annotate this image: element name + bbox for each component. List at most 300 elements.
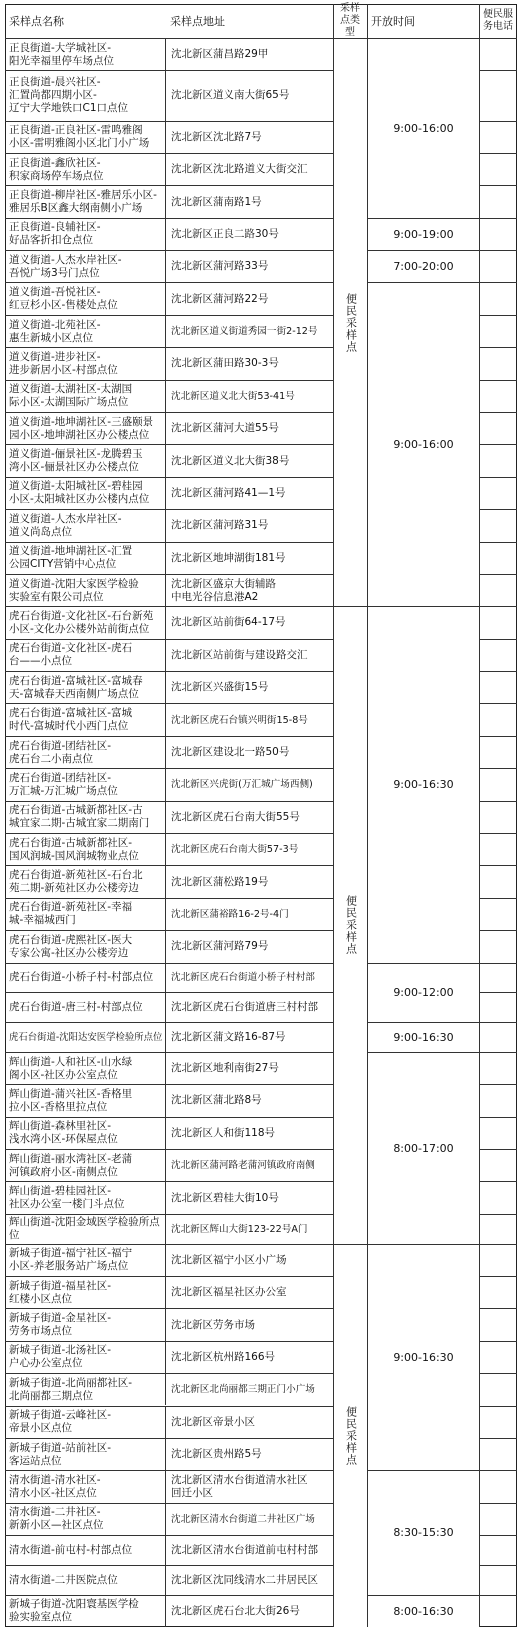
name-line: 虎石台街道-沈阳达安医学检验所点位 [9,1031,163,1043]
name-line: 专家公寓-社区办公楼旁边 [9,946,129,959]
name-line: 虎石台街道-新苑社区-石台北 [9,869,143,882]
sampling-point-address [165,899,333,930]
address-line: 沈北新区地利南街27号 [171,1062,279,1075]
address-line: 沈北新区虎石台北大街26号 [171,1604,300,1617]
name-line: 虎石台街道-古城新都社区- [9,836,133,849]
phone-cell [479,154,517,185]
phone-cell [479,71,517,120]
name-line: 道义街道-地坤湖社区-汇置 [9,545,133,558]
address-line: 沈北新区道义北大街38号 [171,454,290,467]
sampling-point-address [165,1536,333,1565]
hours-cell: 9:00-16:00 [368,38,479,218]
sampling-point-name [5,993,165,1022]
phone-cell [479,251,517,282]
name-line: 新城子街道-金星社区- [9,1312,112,1325]
phone-cell [479,219,517,250]
sampling-point-name [5,769,165,800]
name-line: 虎石台街道-新苑社区-幸福 [9,901,133,914]
address-line: 沈北新区建设北一路50号 [171,746,290,759]
sampling-point-name [5,1504,165,1535]
header-hours: 开放时间 [371,15,415,28]
phone-cell [479,1504,517,1535]
address-line: 沈北新区清水台街道二井社区广场 [171,1513,315,1525]
address-line: 沈北新区蒲河路31号 [171,519,269,532]
name-line: 辉山街道-蒲兴社区-香格里 [9,1087,133,1100]
name-line: 虎石台街道-唐三村-村部点位 [9,1001,143,1014]
phone-cell [479,413,517,444]
name-line: 城宜家二期-古城宜家二期南门 [9,817,150,830]
name-line: 道义街道-沈阳大家医学检验 [9,577,139,590]
sampling-point-name [5,1374,165,1405]
phone-cell [479,445,517,476]
address-line: 沈北新区贵州路5号 [171,1448,262,1461]
name-line: 红楼小区点位 [9,1292,72,1305]
address-line: 沈北新区蒲裕路16-2号-4门 [171,908,289,920]
hours-cell: 8:00-17:00 [368,1052,479,1244]
name-line: 社区办公室一楼门斗点位 [9,1198,125,1211]
sampling-point-name [5,1342,165,1373]
name-line: 道义街道-人杰水岸社区- [9,253,122,266]
sampling-point-address [165,704,333,735]
sampling-point-name [5,1245,165,1276]
sampling-point-address [165,672,333,703]
sampling-point-address [165,71,333,120]
sampling-point-address [165,348,333,379]
sampling-point-address [165,1596,333,1627]
name-line: 道义街道-俪景社区-龙腾碧玉 [9,448,143,461]
name-line: 湾小区-俪景社区办公楼点位 [9,461,139,474]
name-line: 惠生新城小区点位 [9,331,93,344]
name-line: 拉小区-香格里拉点位 [9,1100,108,1113]
address-line: 沈北新区蒲南路1号 [171,195,262,208]
sampling-point-address [165,445,333,476]
address-line: 沈北新区虎石台街道唐三村村部 [171,1001,318,1014]
name-line: 正良街道-柳岸社区-雅居乐小区- [9,189,157,202]
name-line: 辉山街道-丽水湾社区-老蒲 [9,1152,133,1165]
phone-column-line [479,4,480,1627]
type-cell [334,38,367,606]
sampling-point-address [165,866,333,897]
address-line: 沈北新区北尚丽都三期正门小广场 [171,1384,315,1396]
sampling-point-name [5,1215,165,1244]
address-line: 沈北新区道义南大街65号 [171,89,290,102]
phone-cell [479,1471,517,1502]
name-line: 虎石台街道-文化社区-虎石 [9,642,133,655]
name-line: 正良街道-鑫欣社区- [9,156,101,169]
sampling-point-name [5,445,165,476]
address-line: 沈北新区蒲田路30-3号 [171,357,279,370]
name-line: 帝景小区点位 [9,1422,72,1435]
sampling-point-address [165,993,333,1022]
sampling-point-address [165,1245,333,1276]
name-line: 辽宁大学地铁口C1口点位 [9,102,129,115]
sampling-point-name [5,1053,165,1084]
sampling-point-address [165,1566,333,1595]
sampling-point-address [165,1150,333,1181]
phone-cell [479,1182,517,1213]
phone-cell [479,640,517,671]
name-line: 清水小区-社区点位 [9,1486,97,1499]
name-line: 清水街道-二井社区- [9,1506,101,1519]
name-line: 阁小区-社区办公室点位 [9,1068,118,1081]
name-line: 公园CITY营销中心点位 [9,558,117,571]
name-line: 清水街道-二井医院点位 [9,1573,118,1586]
hours-left-line [367,4,368,1627]
sampling-point-address [165,1023,333,1052]
name-line: 时代-富城时代小西门点位 [9,720,129,733]
name-line: 辉山街道-碧桂园社区- [9,1185,112,1198]
address-line: 中电光谷信息港A2 [171,590,259,603]
phone-cell [479,1085,517,1116]
address-line: 沈北新区蒲河路22号 [171,292,269,305]
name-line: 北尚丽都三期点位 [9,1389,93,1402]
name-line: 道义街道-进步社区- [9,350,101,363]
sampling-point-name [5,1150,165,1181]
name-line: 辉山街道-森林里社区- [9,1120,112,1133]
address-line: 沈北新区蒲河路老蒲河镇政府南侧 [171,1160,315,1172]
phone-cell [479,834,517,865]
sampling-point-name [5,316,165,347]
name-line: 好品客折扣仓点位 [9,234,93,247]
address-line: 沈北新区虎石台镇兴明街15-8号 [171,714,308,726]
phone-cell [479,607,517,638]
sampling-point-address [165,737,333,768]
name-line: 道义街道-北苑社区- [9,318,101,331]
name-line: 阳光幸福里停车场点位 [9,54,114,67]
name-line: 新城子街道-福星社区- [9,1279,112,1292]
hours-cell: 9:00-16:00 [368,282,479,606]
sampling-point-name [5,575,165,606]
sampling-point-name [5,381,165,412]
name-line: 虎石台街道-小桥子村-村部点位 [9,971,154,984]
sampling-point-name [5,1277,165,1308]
name-line: 汇置尚都四期小区- [9,89,97,102]
sampling-point-address [165,1342,333,1373]
name-line: 辉山街道-人和社区-山水绿 [9,1055,133,1068]
sampling-point-name [5,1407,165,1438]
phone-cell [479,1439,517,1470]
name-line: 新城子街道-福宁社区-福宁 [9,1247,133,1260]
phone-cell [479,1245,517,1276]
name-line: 新城子街道-站前社区- [9,1441,112,1454]
sampling-point-name [5,834,165,865]
phone-cell [479,1023,517,1052]
header-name: 采样点名称 [9,15,64,28]
phone-cell [479,672,517,703]
sampling-point-address [165,802,333,833]
sampling-point-name [5,413,165,444]
address-line: 沈北新区福宁小区小广场 [171,1253,287,1266]
sampling-point-address [165,186,333,217]
name-line: 国风润城-国风润城物业点位 [9,849,139,862]
phone-cell [479,478,517,509]
phone-cell [479,348,517,379]
sampling-point-name [5,737,165,768]
address-line: 沈北新区沈北路道义大街交汇 [171,163,308,176]
name-line: 虎石台街道-虎熙社区-医大 [9,933,133,946]
sampling-point-name [5,283,165,314]
address-line: 沈北新区沈北路7号 [171,130,262,143]
address-line: 沈北新区正良二路30号 [171,227,279,240]
phone-cell [479,316,517,347]
sampling-point-address [165,1471,333,1502]
sampling-point-name [5,1596,165,1627]
sampling-point-address [165,154,333,185]
address-line: 沈北新区虎石台街道小桥子村村部 [171,972,315,984]
phone-cell [479,1536,517,1565]
address-line: 沈北新区清水台街道清水社区 [171,1473,308,1486]
phone-cell [479,381,517,412]
sampling-point-name [5,931,165,962]
sampling-point-name [5,478,165,509]
sampling-point-name [5,672,165,703]
phone-cell [479,1215,517,1244]
address-line: 沈北新区碧桂大街10号 [171,1191,279,1204]
sampling-point-name [5,1182,165,1213]
address-line: 沈北新区人和街118号 [171,1126,276,1139]
sampling-point-name [5,219,165,250]
address-line: 沈北新区道义街道秀园一街2-12号 [171,326,318,338]
sampling-point-address [165,1053,333,1084]
sampling-point-name [5,1309,165,1340]
phone-cell [479,575,517,606]
address-line: 沈北新区地坤湖街181号 [171,551,286,564]
header-type: 采样点类型 [340,3,360,38]
name-line: 河镇政府小区-南侧点位 [9,1165,118,1178]
sampling-point-address [165,510,333,541]
name-line: 户心办公室点位 [9,1357,83,1370]
name-line: 新城子街道-云峰社区- [9,1409,112,1422]
phone-cell [479,993,517,1022]
sampling-point-address [165,478,333,509]
sampling-point-name [5,1023,165,1052]
address-line: 沈北新区杭州路166号 [171,1350,276,1363]
sampling-point-address [165,122,333,153]
hours-cell: 9:00-19:00 [368,218,479,250]
phone-cell [479,122,517,153]
sampling-point-name [5,866,165,897]
hours-cell: 9:00-16:30 [368,1022,479,1052]
name-line: 小区-文化办公楼外站前街点位 [9,622,150,635]
name-line: 新城子街道-北汤社区- [9,1344,112,1357]
sampling-point-address [165,1215,333,1244]
sampling-point-address [165,1504,333,1535]
address-line: 沈北新区蒲河大道55号 [171,422,279,435]
address-line: 沈北新区蒲文路16-87号 [171,1030,286,1043]
name-line: 小区-太阳城社区办公楼内点位 [9,493,150,506]
sampling-point-name [5,543,165,574]
type-label: 便民采样点 [344,1405,358,1466]
address-line: 沈北新区盛京大街辅路 [171,577,276,590]
type-label: 便民采样点 [344,292,358,353]
sampling-point-address [165,381,333,412]
address-line: 沈北新区蒲松路19号 [171,875,269,888]
name-line: 清水街道-前屯村-村部点位 [9,1543,133,1556]
sampling-point-address [165,1182,333,1213]
name-line: 红豆杉小区-售楼处点位 [9,299,118,312]
sampling-points-table [5,4,517,1627]
sampling-point-address [165,251,333,282]
sampling-point-name [5,899,165,930]
name-line: 虎石台街道-古城新都社区-古 [9,804,143,817]
sampling-point-name [5,1471,165,1502]
phone-cell [479,186,517,217]
phone-cell [479,1277,517,1308]
phone-cell [479,1407,517,1438]
sampling-point-address [165,1439,333,1470]
hours-cell: 7:00-20:00 [368,250,479,282]
name-line: 正良街道-晨兴社区- [9,76,101,89]
name-line: 道义街道-地坤湖社区-三盛颐景 [9,415,154,428]
name-line: 道义街道-吾悦社区- [9,286,101,299]
sampling-point-address [165,931,333,962]
address-line: 沈北新区沈同线清水二井居民区 [171,1573,318,1586]
sampling-point-address [165,964,333,993]
name-line: 虎石台二小南点位 [9,752,93,765]
sampling-point-name [5,1439,165,1470]
name-line: 吾悦广场3号门点位 [9,266,100,279]
sampling-point-name [5,1118,165,1149]
phone-cell [479,39,517,70]
name-line: 清水街道-清水社区- [9,1473,101,1486]
sampling-point-name [5,1566,165,1595]
sampling-point-name [5,1085,165,1116]
sampling-point-name [5,71,165,120]
hours-cell: 9:00-16:30 [368,606,479,962]
name-line: 虎石台街道-富城社区-富城春 [9,674,143,687]
phone-cell [479,1374,517,1405]
name-line: 进步新居小区-村部点位 [9,363,118,376]
address-line: 沈北新区蒲河路33号 [171,260,269,273]
header-phone: 便民服务电话 [483,9,513,32]
name-line: 客运站点位 [9,1454,62,1467]
sampling-point-name [5,186,165,217]
address-line: 沈北新区帝景小区 [171,1415,255,1428]
sampling-point-address [165,769,333,800]
sampling-point-name [5,704,165,735]
name-line: 园小区-地坤湖社区办公楼点位 [9,428,150,441]
phone-cell [479,802,517,833]
name-line: 新新小区—社区点位 [9,1519,104,1532]
hours-cell: 9:00-12:00 [368,963,479,1023]
sampling-point-address [165,316,333,347]
address-line: 沈北新区蒲昌路29甲 [171,48,269,61]
sampling-point-address [165,1118,333,1149]
name-line: 道义尚岛点位 [9,525,72,538]
name-line: 天-富城春天西南侧广场点位 [9,687,139,700]
address-line: 沈北新区虎石台南大街55号 [171,810,300,823]
phone-cell [479,1053,517,1084]
sampling-point-name [5,802,165,833]
phone-cell [479,899,517,930]
sampling-point-address [165,1374,333,1405]
hours-cell: 9:00-16:30 [368,1244,479,1471]
name-line: 万汇城-万汇城广场点位 [9,784,118,797]
address-line: 沈北新区兴虎街(万汇城广场西侧) [171,779,313,791]
name-line: 道义街道-太湖社区-太湖国 [9,383,133,396]
phone-cell [479,1596,517,1627]
address-line: 沈北新区道义北大街53-41号 [171,390,295,402]
header-address: 采样点地址 [170,15,225,28]
sampling-point-address [165,39,333,70]
address-line: 沈北新区蒲河路41—1号 [171,486,286,499]
phone-cell [479,704,517,735]
name-line: 小区-养老服务站广场点位 [9,1260,129,1273]
sampling-point-address [165,640,333,671]
address-line: 沈北新区劳务市场 [171,1318,255,1331]
name-line: 虎石台街道-团结社区- [9,771,112,784]
address-line: 回迁小区 [171,1486,213,1499]
phone-cell [479,510,517,541]
address-line: 沈北新区清水台街道前屯村村部 [171,1543,318,1556]
address-line: 沈北新区兴盛街15号 [171,681,269,694]
sampling-point-address [165,1309,333,1340]
address-line: 沈北新区站前街与建设路交汇 [171,648,308,661]
sampling-point-name [5,251,165,282]
type-cell [334,606,367,1243]
sampling-point-address [165,543,333,574]
name-line: 实验室有限公司点位 [9,590,104,603]
name-line: 浅水湾小区-环保屋点位 [9,1133,118,1146]
sampling-point-name [5,964,165,993]
name-line: 虎石台街道-文化社区-石台新苑 [9,609,154,622]
name-line: 正良街道-正良社区-雷鸣雅阁 [9,124,143,137]
name-line: 苑二期-新苑社区办公楼旁边 [9,882,139,895]
address-line: 沈北新区虎石台南大街57-3号 [171,844,299,856]
address-line: 沈北新区福星社区办公室 [171,1286,287,1299]
name-line: 际小区-太湖国际广场点位 [9,396,129,409]
sampling-point-address [165,834,333,865]
phone-cell [479,1309,517,1340]
name-line: 雅居乐B区鑫大纲南侧小广场 [9,202,143,215]
type-label: 便民采样点 [344,895,358,956]
sampling-point-name [5,640,165,671]
hours-cell: 8:30-15:30 [368,1470,479,1594]
name-line: 新城子街道-北尚丽都社区- [9,1376,133,1389]
address-line: 沈北新区站前街64-17号 [171,616,286,629]
sampling-point-address [165,283,333,314]
sampling-point-address [165,1407,333,1438]
address-line: 沈北新区辉山大街123-22号A门 [171,1223,308,1235]
sampling-point-address [165,413,333,444]
sampling-point-address [165,219,333,250]
name-line: 城-幸福城西门 [9,914,76,927]
phone-cell [479,1342,517,1373]
name-line: 辉山街道-沈阳金域医学检验所点位 [9,1216,160,1242]
phone-cell [479,737,517,768]
address-line: 沈北新区蒲河路79号 [171,940,269,953]
sampling-point-name [5,510,165,541]
name-line: 台——小点位 [9,655,72,668]
phone-cell [479,769,517,800]
phone-cell [479,543,517,574]
phone-cell [479,283,517,314]
name-line: 虎石台街道-团结社区- [9,739,112,752]
name-line: 正良街道-大学城社区- [9,41,112,54]
sampling-point-name [5,1536,165,1565]
phone-cell [479,1566,517,1595]
hours-cell: 8:00-16:30 [368,1595,479,1627]
sampling-point-address [165,1277,333,1308]
phone-cell [479,1118,517,1149]
phone-cell [479,964,517,993]
type-cell [334,1244,367,1627]
sampling-point-name [5,122,165,153]
name-line: 道义街道-太阳城社区-碧桂园 [9,480,143,493]
name-line: 验实验室点位 [9,1611,72,1624]
sampling-point-address [165,575,333,606]
name-line: 虎石台街道-富城社区-富城 [9,707,133,720]
